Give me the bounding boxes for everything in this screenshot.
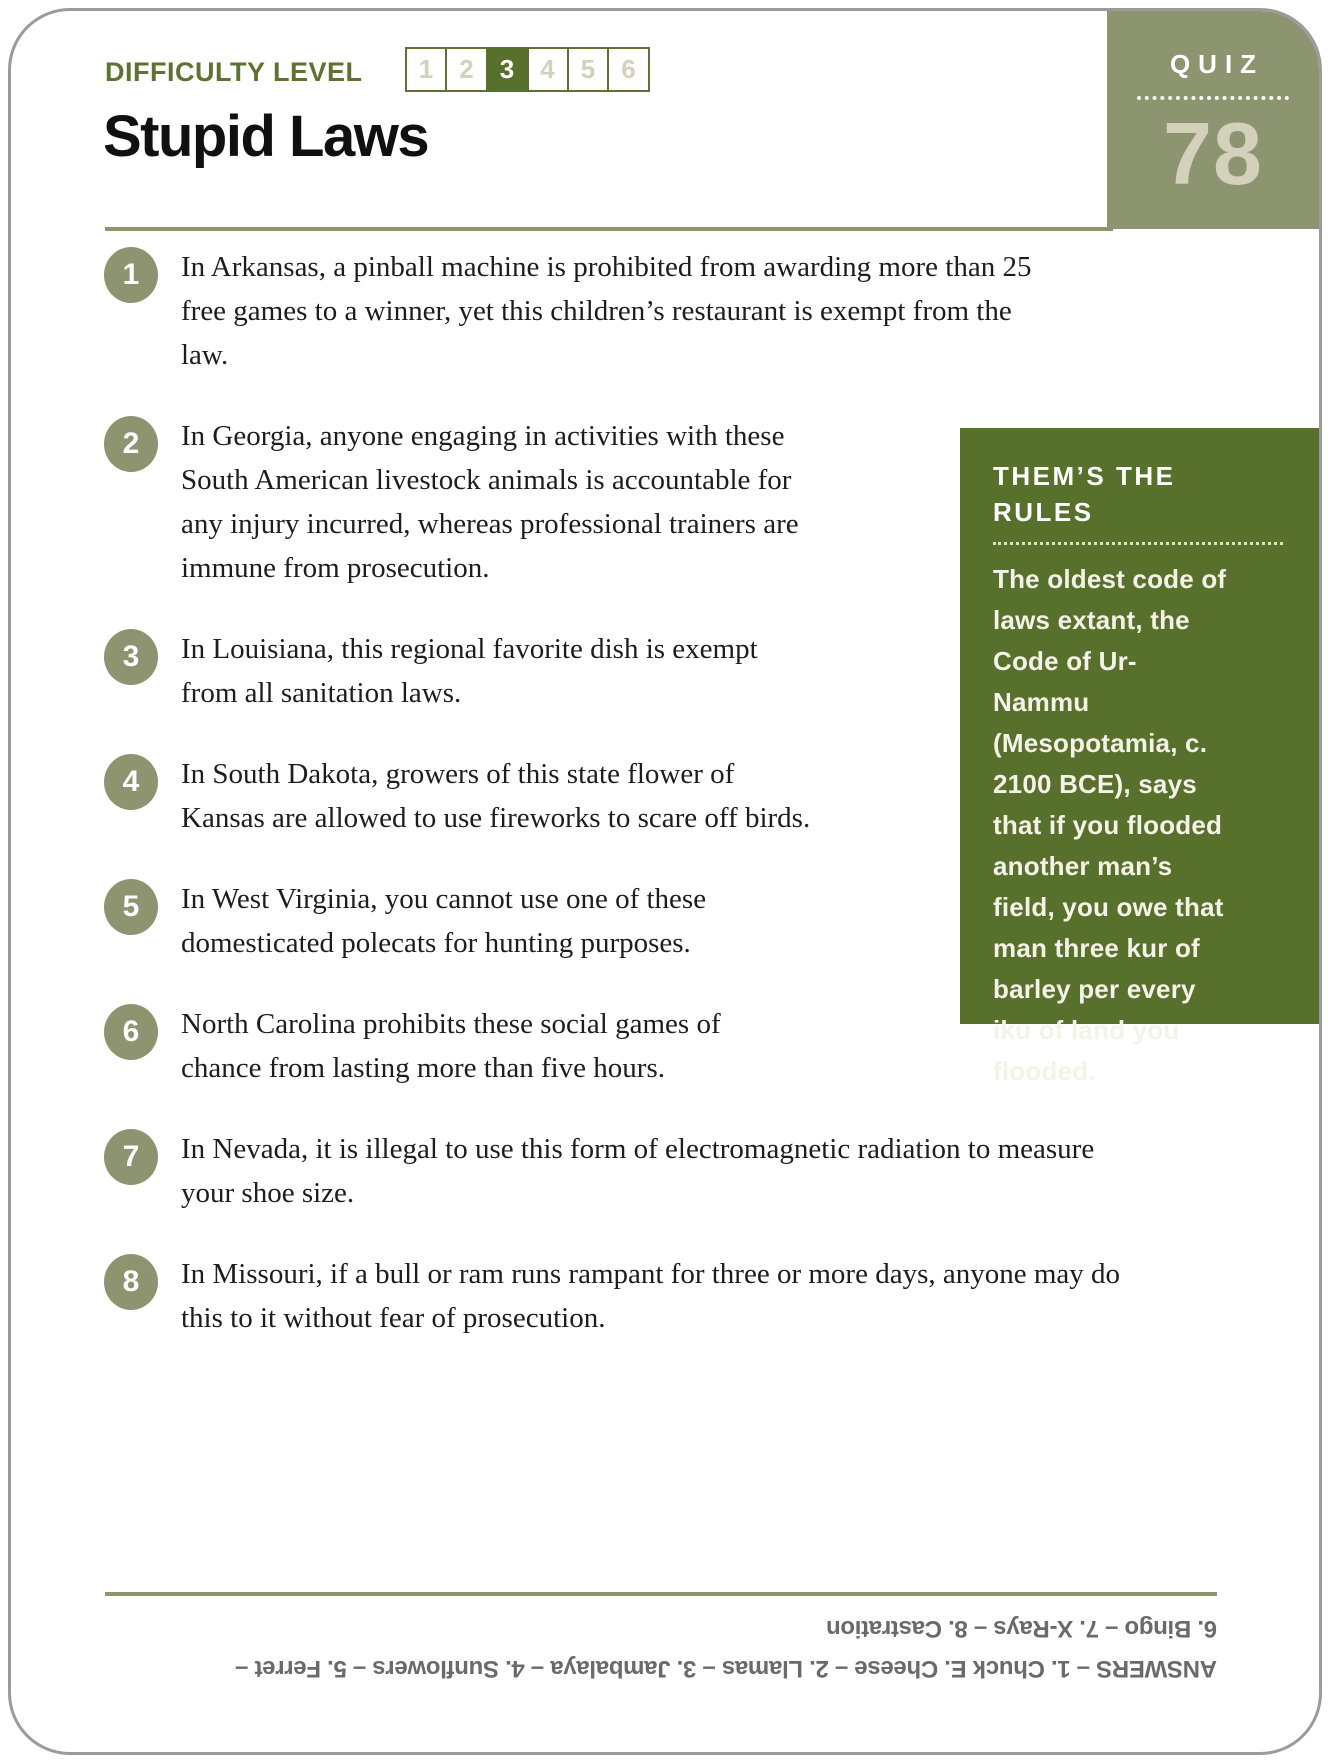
difficulty-cell-3-active: 3 bbox=[486, 47, 529, 92]
difficulty-track bbox=[405, 47, 651, 92]
question-text: In Nevada, it is illegal to use this form of electromagnetic radiation to measure your shoe size. bbox=[181, 1133, 1095, 1209]
difficulty-cell-6: 6 bbox=[607, 47, 650, 92]
question-number-badge: 8 bbox=[104, 1254, 158, 1310]
question-number-badge: 6 bbox=[104, 1004, 158, 1060]
question-item bbox=[104, 1252, 1131, 1340]
question-text: In South Dakota, growers of this state flower of Kansas are allowed to use fireworks to scare off birds. bbox=[181, 758, 811, 834]
sidebar-heading: THEM’S THE RULES bbox=[993, 461, 1176, 527]
dotted-divider-icon bbox=[1137, 96, 1289, 100]
question-number-badge: 5 bbox=[104, 879, 158, 935]
quiz-page-card bbox=[8, 8, 1322, 1755]
difficulty-cell-1: 1 bbox=[405, 47, 448, 92]
question-text: In West Virginia, you cannot use one of these domesticated polecats for hunting purposes. bbox=[181, 883, 707, 959]
answers-line: ANSWERS – 1. Chuck E. Cheese – 2. Llamas – 3. Jambalaya – 4. Sunflowers – 5. Ferret – bbox=[235, 1655, 1217, 1682]
question-number-badge: 3 bbox=[104, 629, 158, 685]
answers-block-upside-down bbox=[105, 1608, 1217, 1688]
question-number-badge: 1 bbox=[104, 247, 158, 303]
page-title: Stupid Laws bbox=[103, 104, 429, 169]
question-text: In Louisiana, this regional favorite dish is exempt from all sanitation laws. bbox=[181, 633, 758, 709]
sidebar-body-text: The oldest code of laws extant, the Code of Ur-Nammu (Mesopotamia, c. 2100 BCE), says that if you flooded another man’s field, you owe that man three kur of barley per every iku of land you flooded. bbox=[993, 564, 1227, 1086]
difficulty-cell-2: 2 bbox=[445, 47, 488, 92]
answers-rule bbox=[105, 1592, 1217, 1596]
header-rule bbox=[105, 227, 1113, 231]
question-text: North Carolina prohibits these social games of chance from lasting more than five hours. bbox=[181, 1008, 721, 1084]
sidebar-fact-box bbox=[960, 428, 1319, 1086]
question-number-badge: 2 bbox=[104, 416, 158, 472]
dotted-divider-icon bbox=[993, 542, 1283, 545]
answers-line: 6. Bingo – 7. X-Rays – 8. Castration bbox=[826, 1615, 1217, 1642]
difficulty-cell-4: 4 bbox=[526, 47, 569, 92]
difficulty-cell-5: 5 bbox=[567, 47, 610, 92]
question-number-badge: 7 bbox=[104, 1129, 158, 1185]
question-item bbox=[104, 245, 1131, 377]
question-item bbox=[104, 1127, 1131, 1215]
difficulty-header bbox=[105, 47, 650, 92]
quiz-number: 78 bbox=[1163, 104, 1263, 203]
quiz-number-tab bbox=[1107, 11, 1319, 229]
question-text: In Georgia, anyone engaging in activities with these South American livestock animals is accountable for any injury incurred, whereas professional trainers are immune from prosecution. bbox=[181, 420, 799, 584]
question-text: In Arkansas, a pinball machine is prohibited from awarding more than 25 free games to a winner, yet this children’s restaurant is exempt from the law. bbox=[181, 251, 1032, 371]
question-text: In Missouri, if a bull or ram runs rampant for three or more days, anyone may do this to it without fear of prosecution. bbox=[181, 1258, 1121, 1334]
quiz-label: QUIZ bbox=[1169, 49, 1265, 79]
question-number-badge: 4 bbox=[104, 754, 158, 810]
difficulty-label: DIFFICULTY LEVEL bbox=[105, 57, 363, 87]
